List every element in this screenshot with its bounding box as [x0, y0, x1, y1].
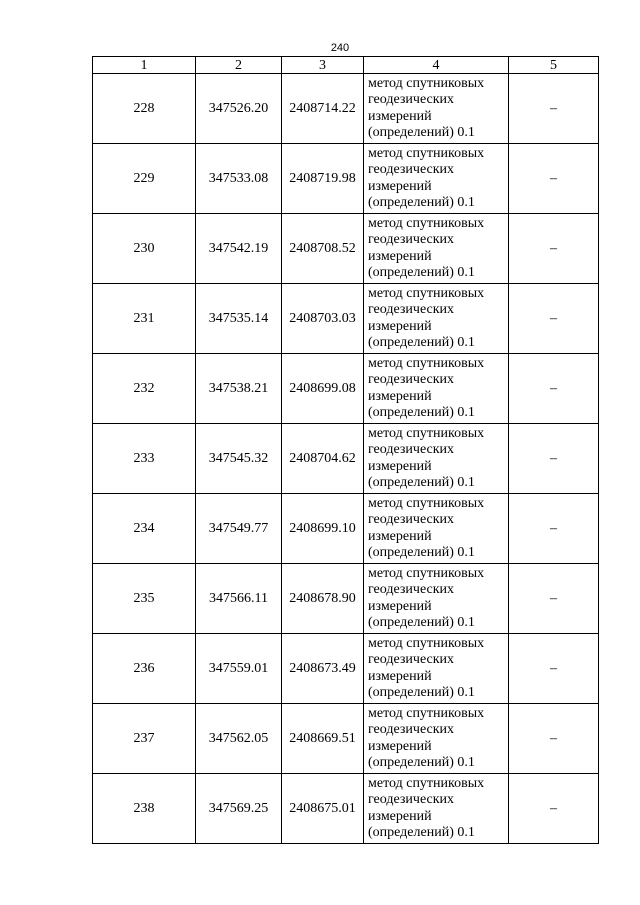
- method-line: геодезических: [368, 652, 455, 667]
- method-line: геодезических: [368, 302, 455, 317]
- note-cell: –: [509, 494, 599, 564]
- method-cell: [364, 424, 509, 494]
- header-col-4: 4: [364, 57, 509, 74]
- x-coordinate-cell: 347569.25: [196, 774, 282, 844]
- coordinates-table: [92, 56, 599, 844]
- header-col-2: 2: [196, 57, 282, 74]
- x-coordinate-cell: 347545.32: [196, 424, 282, 494]
- point-number-cell: 228: [93, 74, 196, 144]
- y-coordinate-cell: 2408673.49: [282, 634, 364, 704]
- method-line: геодезических: [368, 232, 455, 247]
- method-line: (определений) 0.1: [368, 195, 475, 210]
- method-line: геодезических: [368, 512, 455, 527]
- method-line: (определений) 0.1: [368, 265, 475, 280]
- y-coordinate-cell: 2408703.03: [282, 284, 364, 354]
- note-cell: –: [509, 564, 599, 634]
- method-line: измерений: [368, 248, 432, 264]
- x-coordinate-cell: 347542.19: [196, 214, 282, 284]
- x-coordinate-cell: 347549.77: [196, 494, 282, 564]
- point-number-cell: 237: [93, 704, 196, 774]
- y-coordinate-cell: 2408699.10: [282, 494, 364, 564]
- point-number-cell: 235: [93, 564, 196, 634]
- method-line: измерений: [368, 598, 432, 614]
- method-cell: [364, 564, 509, 634]
- method-line: (определений) 0.1: [368, 405, 475, 420]
- method-line: метод спутниковых: [368, 705, 485, 721]
- x-coordinate-cell: 347538.21: [196, 354, 282, 424]
- y-coordinate-cell: 2408719.98: [282, 144, 364, 214]
- y-coordinate-cell: 2408714.22: [282, 74, 364, 144]
- method-cell: [364, 634, 509, 704]
- method-line: метод спутниковых: [368, 355, 485, 371]
- method-line: геодезических: [368, 372, 455, 387]
- table-row: [93, 144, 599, 214]
- method-line: измерений: [368, 318, 432, 334]
- note-cell: –: [509, 284, 599, 354]
- method-line: геодезических: [368, 162, 455, 177]
- x-coordinate-cell: 347535.14: [196, 284, 282, 354]
- header-col-5: 5: [509, 57, 599, 74]
- method-line: метод спутниковых: [368, 285, 485, 301]
- header-col-1: 1: [93, 57, 196, 74]
- x-coordinate-cell: 347566.11: [196, 564, 282, 634]
- table-row: [93, 354, 599, 424]
- point-number-cell: 231: [93, 284, 196, 354]
- method-line: геодезических: [368, 442, 455, 457]
- method-line: измерений: [368, 738, 432, 754]
- point-number-cell: 234: [93, 494, 196, 564]
- method-line: геодезических: [368, 582, 455, 597]
- note-cell: –: [509, 74, 599, 144]
- method-cell: [364, 704, 509, 774]
- method-cell: [364, 144, 509, 214]
- y-coordinate-cell: 2408675.01: [282, 774, 364, 844]
- method-line: измерений: [368, 808, 432, 824]
- method-line: метод спутниковых: [368, 775, 485, 791]
- y-coordinate-cell: 2408704.62: [282, 424, 364, 494]
- method-line: (определений) 0.1: [368, 475, 475, 490]
- note-cell: –: [509, 214, 599, 284]
- table-row: [93, 774, 599, 844]
- table-row: [93, 564, 599, 634]
- note-cell: –: [509, 424, 599, 494]
- x-coordinate-cell: 347559.01: [196, 634, 282, 704]
- method-line: метод спутниковых: [368, 635, 485, 651]
- note-cell: –: [509, 144, 599, 214]
- method-line: метод спутниковых: [368, 495, 485, 511]
- method-line: (определений) 0.1: [368, 825, 475, 840]
- method-line: измерений: [368, 458, 432, 474]
- table-row: [93, 634, 599, 704]
- note-cell: –: [509, 704, 599, 774]
- method-line: (определений) 0.1: [368, 545, 475, 560]
- point-number-cell: 229: [93, 144, 196, 214]
- table-body: [93, 74, 599, 844]
- y-coordinate-cell: 2408699.08: [282, 354, 364, 424]
- note-cell: –: [509, 354, 599, 424]
- method-line: измерений: [368, 528, 432, 544]
- method-line: измерений: [368, 178, 432, 194]
- method-line: (определений) 0.1: [368, 615, 475, 630]
- x-coordinate-cell: 347562.05: [196, 704, 282, 774]
- table-row: [93, 494, 599, 564]
- method-cell: [364, 494, 509, 564]
- point-number-cell: 236: [93, 634, 196, 704]
- table-row: [93, 704, 599, 774]
- note-cell: –: [509, 774, 599, 844]
- method-cell: [364, 284, 509, 354]
- method-line: геодезических: [368, 722, 455, 737]
- page-number: 240: [330, 42, 350, 54]
- x-coordinate-cell: 347526.20: [196, 74, 282, 144]
- method-cell: [364, 214, 509, 284]
- table-header-row: [93, 57, 599, 74]
- method-line: (определений) 0.1: [368, 125, 475, 140]
- method-line: измерений: [368, 388, 432, 404]
- point-number-cell: 230: [93, 214, 196, 284]
- method-line: метод спутниковых: [368, 145, 485, 161]
- method-line: измерений: [368, 668, 432, 684]
- y-coordinate-cell: 2408678.90: [282, 564, 364, 634]
- method-line: метод спутниковых: [368, 75, 485, 91]
- method-line: измерений: [368, 108, 432, 124]
- table-row: [93, 214, 599, 284]
- note-cell: –: [509, 634, 599, 704]
- header-col-3: 3: [282, 57, 364, 74]
- method-line: (определений) 0.1: [368, 755, 475, 770]
- point-number-cell: 232: [93, 354, 196, 424]
- table-row: [93, 284, 599, 354]
- method-line: геодезических: [368, 92, 455, 107]
- y-coordinate-cell: 2408708.52: [282, 214, 364, 284]
- method-cell: [364, 774, 509, 844]
- table-row: [93, 74, 599, 144]
- method-line: (определений) 0.1: [368, 335, 475, 350]
- method-line: метод спутниковых: [368, 565, 485, 581]
- method-line: (определений) 0.1: [368, 685, 475, 700]
- method-cell: [364, 354, 509, 424]
- method-cell: [364, 74, 509, 144]
- x-coordinate-cell: 347533.08: [196, 144, 282, 214]
- method-line: метод спутниковых: [368, 215, 485, 231]
- point-number-cell: 233: [93, 424, 196, 494]
- y-coordinate-cell: 2408669.51: [282, 704, 364, 774]
- point-number-cell: 238: [93, 774, 196, 844]
- table-row: [93, 424, 599, 494]
- method-line: метод спутниковых: [368, 425, 485, 441]
- method-line: геодезических: [368, 792, 455, 807]
